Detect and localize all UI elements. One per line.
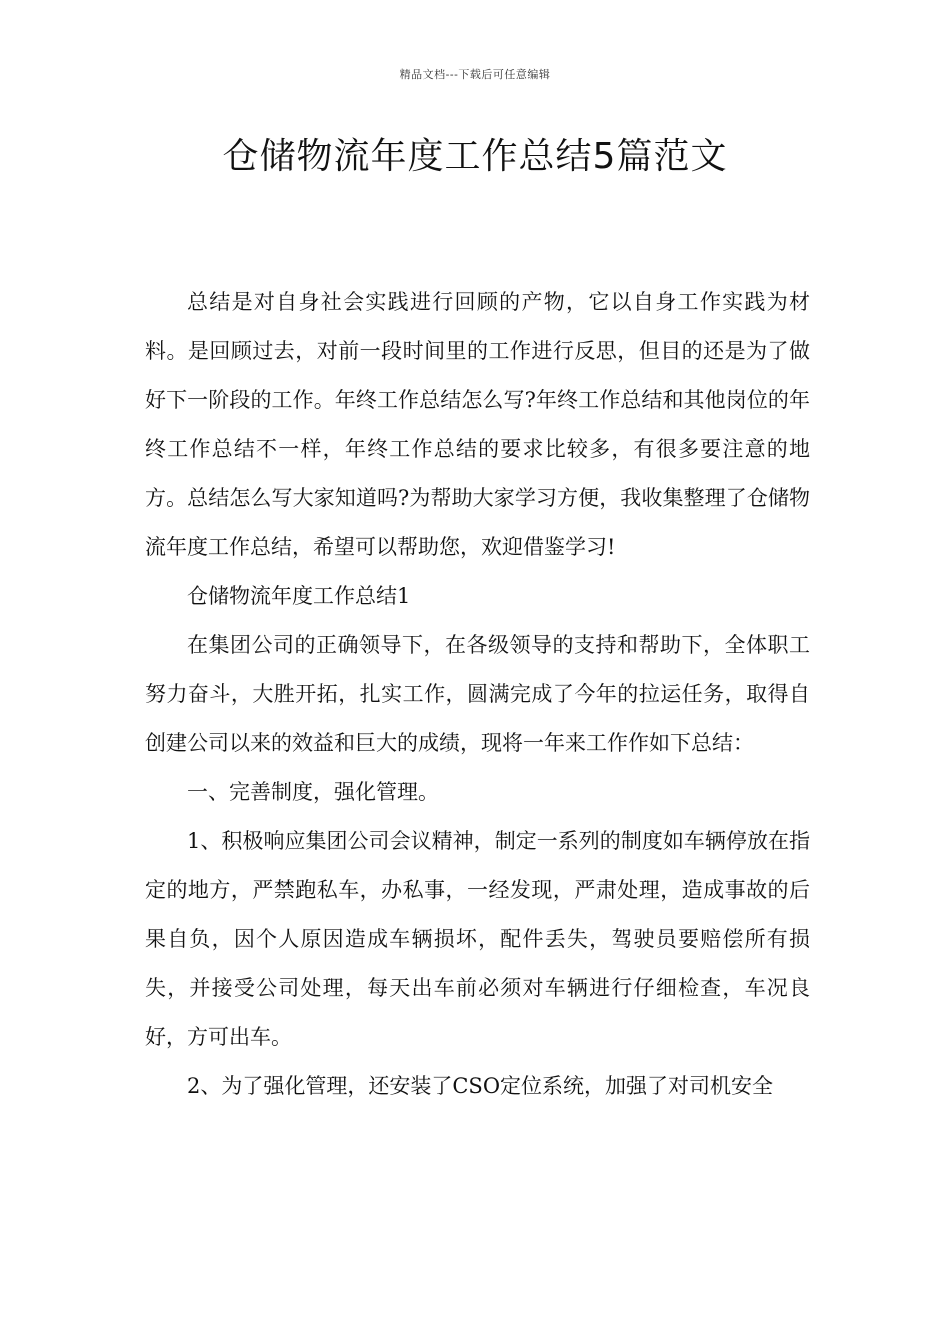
section-heading-1: 仓储物流年度工作总结1 — [187, 584, 411, 608]
document-title: 仓储物流年度工作总结5篇范文 — [222, 136, 728, 177]
subheading-1: 一、完善制度，强化管理。 — [187, 780, 439, 804]
paragraph-intro: 总结是对自身社会实践进行回顾的产物，它以自身工作实践为材料。是回顾过去，对前一段时间里的工作进行反思，但目的还是为了做好下一阶段的工作。年终工作总结怎么写?年终工作总结和其他岗位的年终工作总结不一样，年终工作总结的要求比较多，有很多要注意的地方。总结怎么写大家知道吗?为帮助大家学习方便，我收集整理了仓储物流年度工作总结，希望可以帮助您，欢迎借鉴学习! — [145, 290, 810, 559]
header-note: 精品文档---下载后可任意编辑 — [399, 68, 551, 81]
document-body — [145, 278, 810, 1111]
paragraph-item-1: 1、积极响应集团公司会议精神，制定一系列的制度如车辆停放在指定的地方，严禁跑私车，办私事，一经发现，严肃处理，造成事故的后果自负，因个人原因造成车辆损坏，配件丢失，驾驶员要赔偿所有损失，并接受公司处理，每天出车前必须对车辆进行仔细检查，车况良好，方可出车。 — [145, 829, 810, 1049]
paragraph-item-2: 2、为了强化管理，还安装了CSO定位系统，加强了对司机安全 — [187, 1074, 774, 1098]
paragraph-section-1-intro: 在集团公司的正确领导下，在各级领导的支持和帮助下，全体职工努力奋斗，大胜开拓，扎实工作，圆满完成了今年的拉运任务，取得自创建公司以来的效益和巨大的成绩，现将一年来工作作如下总结： — [145, 633, 810, 755]
